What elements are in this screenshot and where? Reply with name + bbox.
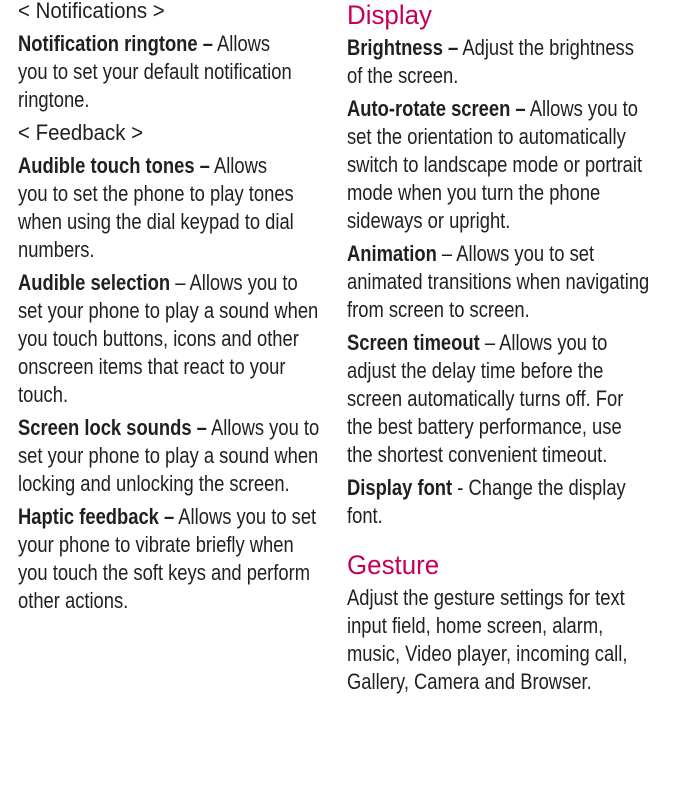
subsection-heading: < Feedback > [18,120,144,145]
description-line: Adjust the brightness [462,35,634,60]
description-line: Allows you to [210,415,320,440]
gesture-section [347,550,667,696]
feedback-group [18,119,328,615]
setting-display-font [347,474,664,530]
description-line: you touch buttons, icons and other [18,326,299,351]
subsection-heading: < Notifications > [18,0,165,23]
section-heading: Gesture [347,550,440,580]
description-line: Allows [213,153,268,178]
setting-auto-rotate-screen [347,95,664,235]
description-line: Allows you to set [178,504,317,529]
right-column [347,0,667,696]
description-line: from screen to screen. [347,297,530,322]
setting-brightness [347,34,664,90]
description-line: the best battery performance, use [347,414,622,439]
description-line: Allows you to [529,96,638,121]
description-line: of the screen. [347,63,459,88]
setting-term: Animation [347,241,437,266]
description-line: onscreen items that react to your [18,354,286,379]
description-line: music, Video player, incoming call, [347,641,628,666]
description-line: you to set the phone to play tones [18,181,294,206]
description-line: – Allows you to set [441,241,595,266]
setting-audible-selection [18,269,335,409]
setting-audible-touch-tones [18,152,335,264]
description-line: you touch the soft keys and perform [18,560,311,585]
left-column [18,0,328,615]
description-line: the shortest convenient timeout. [347,442,608,467]
description-line: touch. [18,382,69,407]
description-line: – Allows you to [175,270,298,295]
setting-haptic-feedback [18,503,335,615]
setting-term: Display font [347,475,453,500]
setting-screen-lock-sounds [18,414,335,498]
description-line: – Allows you to [484,330,608,355]
description-line: you to set your default notification [18,59,292,84]
description-line: Allows [217,31,271,56]
description-line: Gallery, Camera and Browser. [347,669,592,694]
notifications-group [18,0,328,114]
description-line: your phone to vibrate briefly when [18,532,294,557]
description-line: font. [347,503,383,528]
section-heading: Display [347,0,432,30]
description-line: adjust the delay time before the [347,358,604,383]
display-section [347,0,667,530]
description-line: input field, home screen, alarm, [347,613,604,638]
description-line: ringtone. [18,87,90,112]
setting-term: Auto-rotate screen – [347,96,526,121]
setting-term: Brightness – [347,35,459,60]
description-line: mode when you turn the phone [347,180,601,205]
setting-animation [347,240,664,324]
description-line: switch to landscape mode or portrait [347,152,643,177]
description-line: numbers. [18,237,95,262]
description-line: other actions. [18,588,129,613]
setting-term: Notification ringtone – [18,31,213,56]
description-line: when using the dial keypad to dial [18,209,294,234]
description-line: set your phone to play a sound when [18,443,319,468]
setting-term: Audible selection [18,270,171,295]
description-line: locking and unlocking the screen. [18,471,290,496]
description-line: Adjust the gesture settings for text [347,585,625,610]
section-description [347,584,664,696]
description-line: sideways or upright. [347,208,511,233]
setting-term: Audible touch tones – [18,153,210,178]
setting-notification-ringtone [18,30,335,114]
description-line: set your phone to play a sound when [18,298,319,323]
description-line: set the orientation to automatically [347,124,626,149]
description-line: screen automatically turns off. For [347,386,624,411]
setting-term: Screen lock sounds – [18,415,207,440]
setting-term: Haptic feedback – [18,504,175,529]
description-line: animated transitions when navigating [347,269,650,294]
setting-screen-timeout [347,329,664,469]
setting-term: Screen timeout [347,330,480,355]
description-line: - Change the display [457,475,626,500]
